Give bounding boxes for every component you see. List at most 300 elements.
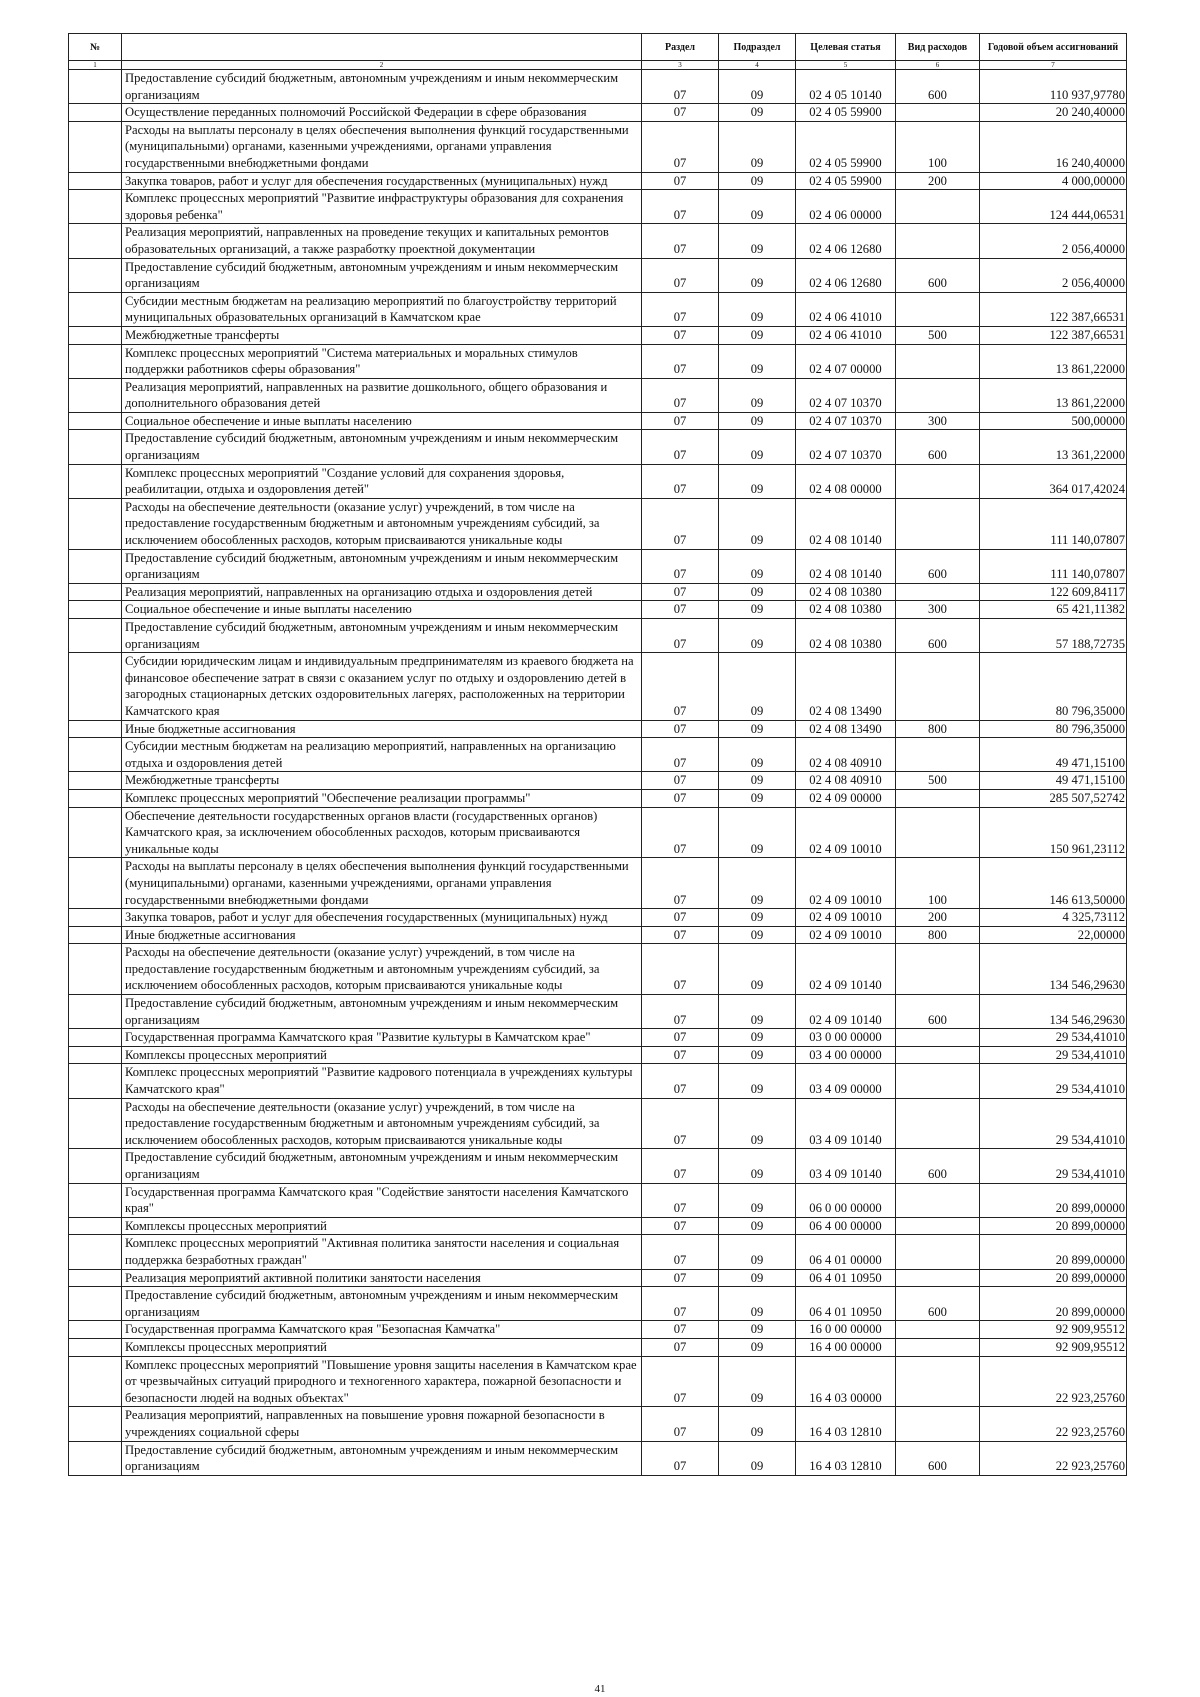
row-name: Государственная программа Камчатского края "Безопасная Камчатка" (122, 1321, 642, 1339)
header-number: 1 (69, 61, 122, 70)
table-body (69, 70, 1127, 1476)
row-exp-type (896, 224, 980, 258)
row-amount: 13 361,22000 (980, 430, 1127, 464)
row-name: Предоставление субсидий бюджетным, автономным учреждениям и иным некоммерческим организациям (122, 549, 642, 583)
row-section: 07 (642, 738, 719, 772)
row-target: 02 4 09 10010 (796, 807, 896, 858)
row-subsection: 09 (719, 738, 796, 772)
table-row (69, 224, 1127, 258)
row-exp-type: 100 (896, 121, 980, 172)
row-amount: 111 140,07807 (980, 549, 1127, 583)
table-row (69, 653, 1127, 720)
row-amount: 22 923,25760 (980, 1356, 1127, 1407)
table-row (69, 1046, 1127, 1064)
row-subsection: 09 (719, 1441, 796, 1475)
row-subsection: 09 (719, 858, 796, 909)
row-amount: 49 471,15100 (980, 772, 1127, 790)
table-row (69, 344, 1127, 378)
row-exp-type: 300 (896, 412, 980, 430)
table-row (69, 326, 1127, 344)
row-name: Комплекс процессных мероприятий "Система материальных и моральных стимулов поддержки работников сферы образования" (122, 344, 642, 378)
row-amount: 65 421,11382 (980, 601, 1127, 619)
row-exp-type (896, 1183, 980, 1217)
row-subsection: 09 (719, 772, 796, 790)
row-target: 16 4 03 12810 (796, 1441, 896, 1475)
row-number (69, 190, 122, 224)
row-exp-type: 300 (896, 601, 980, 619)
row-exp-type: 600 (896, 619, 980, 653)
row-amount: 29 534,41010 (980, 1046, 1127, 1064)
row-amount: 500,00000 (980, 412, 1127, 430)
row-section: 07 (642, 995, 719, 1029)
header-target: Целевая статья (796, 34, 896, 61)
row-subsection: 09 (719, 1029, 796, 1047)
row-section: 07 (642, 344, 719, 378)
row-name: Государственная программа Камчатского края "Содействие занятости населения Камчатского края" (122, 1183, 642, 1217)
table-row (69, 909, 1127, 927)
row-section: 07 (642, 601, 719, 619)
row-subsection: 09 (719, 619, 796, 653)
table-row (69, 104, 1127, 122)
row-number (69, 292, 122, 326)
row-exp-type (896, 944, 980, 995)
row-number (69, 995, 122, 1029)
row-section: 07 (642, 807, 719, 858)
table-header (69, 34, 1127, 70)
row-name: Расходы на обеспечение деятельности (оказание услуг) учреждений, в том числе на предоставление государственным бюджетным и автономным учреждениям субсидий, за исключением обособленных расходов, которым присваиваются уникальные коды (122, 498, 642, 549)
row-section: 07 (642, 909, 719, 927)
table-row (69, 378, 1127, 412)
row-subsection: 09 (719, 326, 796, 344)
row-name: Комплекс процессных мероприятий "Повышение уровня защиты населения в Камчатском крае от чрезвычайных ситуаций природного и техногенного характера, пожарной безопасности и безопасности людей на водных объектах" (122, 1356, 642, 1407)
row-number (69, 498, 122, 549)
table-row (69, 190, 1127, 224)
table-row (69, 172, 1127, 190)
row-exp-type: 500 (896, 772, 980, 790)
row-amount: 13 861,22000 (980, 378, 1127, 412)
row-exp-type (896, 1356, 980, 1407)
row-section: 07 (642, 858, 719, 909)
row-target: 03 4 09 10140 (796, 1098, 896, 1149)
row-amount: 2 056,40000 (980, 224, 1127, 258)
row-target: 02 4 08 40910 (796, 738, 896, 772)
row-section: 07 (642, 1287, 719, 1321)
row-target: 02 4 06 41010 (796, 292, 896, 326)
row-exp-type: 800 (896, 720, 980, 738)
row-subsection: 09 (719, 464, 796, 498)
row-target: 16 0 00 00000 (796, 1321, 896, 1339)
row-amount: 20 240,40000 (980, 104, 1127, 122)
row-subsection: 09 (719, 1098, 796, 1149)
table-row (69, 1269, 1127, 1287)
row-exp-type: 200 (896, 172, 980, 190)
row-amount: 122 387,66531 (980, 326, 1127, 344)
row-target: 02 4 07 10370 (796, 378, 896, 412)
row-name: Реализация мероприятий активной политики занятости населения (122, 1269, 642, 1287)
row-amount: 22 923,25760 (980, 1407, 1127, 1441)
row-subsection: 09 (719, 583, 796, 601)
row-section: 07 (642, 104, 719, 122)
row-subsection: 09 (719, 720, 796, 738)
row-exp-type (896, 1407, 980, 1441)
table-row (69, 549, 1127, 583)
row-number (69, 858, 122, 909)
row-exp-type (896, 738, 980, 772)
row-amount: 20 899,00000 (980, 1235, 1127, 1269)
row-section: 07 (642, 772, 719, 790)
row-target: 06 4 00 00000 (796, 1217, 896, 1235)
row-exp-type: 500 (896, 326, 980, 344)
table-row (69, 1338, 1127, 1356)
row-amount: 20 899,00000 (980, 1269, 1127, 1287)
row-subsection: 09 (719, 190, 796, 224)
table-row (69, 70, 1127, 104)
header-section: Раздел (642, 34, 719, 61)
row-name: Комплекс процессных мероприятий "Развитие кадрового потенциала в учреждениях культуры Камчатского края" (122, 1064, 642, 1098)
budget-table-page (68, 33, 1126, 1476)
row-amount: 150 961,23112 (980, 807, 1127, 858)
row-section: 07 (642, 944, 719, 995)
table-row (69, 1407, 1127, 1441)
row-target: 02 4 09 10140 (796, 944, 896, 995)
row-name: Комплекс процессных мероприятий "Развитие инфраструктуры образования для сохранения здоровья ребенка" (122, 190, 642, 224)
row-section: 07 (642, 1098, 719, 1149)
row-amount: 49 471,15100 (980, 738, 1127, 772)
row-name: Предоставление субсидий бюджетным, автономным учреждениям и иным некоммерческим организациям (122, 1149, 642, 1183)
row-amount: 80 796,35000 (980, 720, 1127, 738)
table-row (69, 1064, 1127, 1098)
row-name: Расходы на выплаты персоналу в целях обеспечения выполнения функций государственными (муниципальными) органами, казенными учреждениями, органами управления государственными внебюджетными фондами (122, 121, 642, 172)
header-name (122, 34, 642, 61)
row-target: 02 4 06 12680 (796, 258, 896, 292)
table-row (69, 498, 1127, 549)
row-number (69, 430, 122, 464)
row-amount: 124 444,06531 (980, 190, 1127, 224)
row-exp-type: 600 (896, 430, 980, 464)
row-number (69, 1356, 122, 1407)
row-subsection: 09 (719, 1217, 796, 1235)
row-target: 02 4 07 00000 (796, 344, 896, 378)
row-section: 07 (642, 190, 719, 224)
row-section: 07 (642, 1338, 719, 1356)
row-name: Закупка товаров, работ и услуг для обеспечения государственных (муниципальных) нужд (122, 909, 642, 927)
row-section: 07 (642, 720, 719, 738)
row-amount: 134 546,29630 (980, 944, 1127, 995)
row-name: Реализация мероприятий, направленных на развитие дошкольного, общего образования и дополнительного образования детей (122, 378, 642, 412)
row-section: 07 (642, 292, 719, 326)
row-target: 02 4 09 10010 (796, 858, 896, 909)
row-name: Межбюджетные трансферты (122, 772, 642, 790)
row-exp-type (896, 344, 980, 378)
row-amount: 22,00000 (980, 926, 1127, 944)
row-amount: 22 923,25760 (980, 1441, 1127, 1475)
table-row (69, 1235, 1127, 1269)
header-no: № (69, 34, 122, 61)
row-exp-type: 600 (896, 549, 980, 583)
row-subsection: 09 (719, 292, 796, 326)
row-exp-type (896, 1029, 980, 1047)
row-section: 07 (642, 430, 719, 464)
row-name: Иные бюджетные ассигнования (122, 720, 642, 738)
row-target: 02 4 09 10010 (796, 926, 896, 944)
row-subsection: 09 (719, 1356, 796, 1407)
row-exp-type (896, 1046, 980, 1064)
row-name: Субсидии местным бюджетам на реализацию мероприятий, направленных на организацию отдыха и оздоровления детей (122, 738, 642, 772)
table-row (69, 738, 1127, 772)
row-name: Предоставление субсидий бюджетным, автономным учреждениям и иным некоммерческим организациям (122, 1441, 642, 1475)
row-subsection: 09 (719, 121, 796, 172)
table-row (69, 926, 1127, 944)
row-subsection: 09 (719, 172, 796, 190)
row-name: Комплексы процессных мероприятий (122, 1338, 642, 1356)
row-number (69, 1098, 122, 1149)
row-amount: 92 909,95512 (980, 1321, 1127, 1339)
row-subsection: 09 (719, 70, 796, 104)
row-amount: 20 899,00000 (980, 1217, 1127, 1235)
row-number (69, 619, 122, 653)
row-name: Субсидии юридическим лицам и индивидуальным предпринимателям из краевого бюджета на финансовое обеспечение затрат в связи с оказанием услуг по отдыху и оздоровлению детей в загородных стационарных детских оздоровительных лагерях, расположенных на территории Камчатского края (122, 653, 642, 720)
row-target: 02 4 09 00000 (796, 789, 896, 807)
row-section: 07 (642, 172, 719, 190)
row-amount: 13 861,22000 (980, 344, 1127, 378)
row-section: 07 (642, 121, 719, 172)
row-exp-type (896, 1269, 980, 1287)
row-target: 02 4 06 41010 (796, 326, 896, 344)
row-target: 16 4 00 00000 (796, 1338, 896, 1356)
row-number (69, 412, 122, 430)
row-section: 07 (642, 1356, 719, 1407)
row-exp-type: 600 (896, 1287, 980, 1321)
row-subsection: 09 (719, 1338, 796, 1356)
row-exp-type (896, 190, 980, 224)
row-target: 06 0 00 00000 (796, 1183, 896, 1217)
row-section: 07 (642, 789, 719, 807)
row-name: Комплекс процессных мероприятий "Создание условий для сохранения здоровья, реабилитации, отдыха и оздоровления детей" (122, 464, 642, 498)
row-number (69, 1269, 122, 1287)
table-row (69, 1029, 1127, 1047)
row-target: 02 4 08 10140 (796, 498, 896, 549)
row-amount: 122 387,66531 (980, 292, 1127, 326)
table-row (69, 1321, 1127, 1339)
row-target: 02 4 06 12680 (796, 224, 896, 258)
table-row (69, 1183, 1127, 1217)
row-name: Предоставление субсидий бюджетным, автономным учреждениям и иным некоммерческим организациям (122, 70, 642, 104)
row-number (69, 549, 122, 583)
row-exp-type (896, 1235, 980, 1269)
row-target: 02 4 08 13490 (796, 653, 896, 720)
row-amount: 122 609,84117 (980, 583, 1127, 601)
row-section: 07 (642, 1441, 719, 1475)
row-name: Реализация мероприятий, направленных на проведение текущих и капитальных ремонтов образовательных организаций, а также разработку проектной документации (122, 224, 642, 258)
row-number (69, 772, 122, 790)
row-subsection: 09 (719, 909, 796, 927)
row-name: Иные бюджетные ассигнования (122, 926, 642, 944)
row-number (69, 224, 122, 258)
row-target: 03 0 00 00000 (796, 1029, 896, 1047)
row-number (69, 172, 122, 190)
row-number (69, 1321, 122, 1339)
row-target: 02 4 05 59900 (796, 104, 896, 122)
row-target: 03 4 09 10140 (796, 1149, 896, 1183)
row-amount: 146 613,50000 (980, 858, 1127, 909)
row-name: Комплекс процессных мероприятий "Активная политика занятости населения и социальная поддержка безработных граждан" (122, 1235, 642, 1269)
table-row (69, 1287, 1127, 1321)
row-target: 02 4 08 10380 (796, 583, 896, 601)
row-target: 02 4 07 10370 (796, 430, 896, 464)
row-number (69, 653, 122, 720)
row-amount: 16 240,40000 (980, 121, 1127, 172)
table-row (69, 1356, 1127, 1407)
table-row (69, 412, 1127, 430)
table-row (69, 995, 1127, 1029)
row-subsection: 09 (719, 1046, 796, 1064)
row-exp-type (896, 653, 980, 720)
row-target: 16 4 03 00000 (796, 1356, 896, 1407)
table-row (69, 601, 1127, 619)
row-subsection: 09 (719, 430, 796, 464)
row-number (69, 1287, 122, 1321)
row-name: Расходы на обеспечение деятельности (оказание услуг) учреждений, в том числе на предоставление государственным бюджетным и автономным учреждениям субсидий, за исключением обособленных расходов, которым присваиваются уникальные коды (122, 944, 642, 995)
header-numbers-row (69, 61, 1127, 70)
row-subsection: 09 (719, 807, 796, 858)
row-number (69, 1441, 122, 1475)
table-row (69, 430, 1127, 464)
row-section: 07 (642, 1149, 719, 1183)
row-number (69, 258, 122, 292)
row-subsection: 09 (719, 944, 796, 995)
header-exp-type: Вид расходов (896, 34, 980, 61)
row-number (69, 378, 122, 412)
row-section: 07 (642, 1235, 719, 1269)
row-section: 07 (642, 70, 719, 104)
row-target: 02 4 08 10140 (796, 549, 896, 583)
row-exp-type (896, 378, 980, 412)
row-target: 02 4 09 10010 (796, 909, 896, 927)
row-target: 03 4 09 00000 (796, 1064, 896, 1098)
table-row (69, 292, 1127, 326)
header-number: 4 (719, 61, 796, 70)
budget-table (68, 33, 1127, 1476)
row-amount: 2 056,40000 (980, 258, 1127, 292)
table-row (69, 583, 1127, 601)
row-section: 07 (642, 1217, 719, 1235)
row-exp-type (896, 1064, 980, 1098)
row-number (69, 926, 122, 944)
row-name: Расходы на обеспечение деятельности (оказание услуг) учреждений, в том числе на предоставление государственным бюджетным и автономным учреждениям субсидий, за исключением обособленных расходов, которым присваиваются уникальные коды (122, 1098, 642, 1149)
row-name: Комплексы процессных мероприятий (122, 1046, 642, 1064)
row-subsection: 09 (719, 1287, 796, 1321)
header-amount: Годовой объем ассигнований (980, 34, 1127, 61)
table-row (69, 619, 1127, 653)
row-name: Межбюджетные трансферты (122, 326, 642, 344)
header-number: 6 (896, 61, 980, 70)
row-number (69, 583, 122, 601)
row-amount: 111 140,07807 (980, 498, 1127, 549)
row-amount: 92 909,95512 (980, 1338, 1127, 1356)
row-target: 02 4 08 00000 (796, 464, 896, 498)
row-exp-type: 600 (896, 1441, 980, 1475)
row-exp-type (896, 789, 980, 807)
row-number (69, 1149, 122, 1183)
row-number (69, 601, 122, 619)
row-subsection: 09 (719, 1235, 796, 1269)
row-amount: 4 325,73112 (980, 909, 1127, 927)
row-name: Реализация мероприятий, направленных на повышение уровня пожарной безопасности в учреждениях социальной сферы (122, 1407, 642, 1441)
row-target: 02 4 08 10380 (796, 619, 896, 653)
row-exp-type: 200 (896, 909, 980, 927)
row-amount: 29 534,41010 (980, 1029, 1127, 1047)
row-name: Государственная программа Камчатского края "Развитие культуры в Камчатском крае" (122, 1029, 642, 1047)
row-amount: 57 188,72735 (980, 619, 1127, 653)
row-number (69, 720, 122, 738)
row-target: 02 4 08 10380 (796, 601, 896, 619)
row-number (69, 121, 122, 172)
row-subsection: 09 (719, 378, 796, 412)
row-subsection: 09 (719, 344, 796, 378)
row-subsection: 09 (719, 412, 796, 430)
row-subsection: 09 (719, 789, 796, 807)
row-amount: 29 534,41010 (980, 1064, 1127, 1098)
table-row (69, 772, 1127, 790)
row-target: 02 4 06 00000 (796, 190, 896, 224)
table-row (69, 121, 1127, 172)
row-name: Предоставление субсидий бюджетным, автономным учреждениям и иным некоммерческим организациям (122, 619, 642, 653)
row-amount: 285 507,52742 (980, 789, 1127, 807)
row-name: Предоставление субсидий бюджетным, автономным учреждениям и иным некоммерческим организациям (122, 995, 642, 1029)
row-section: 07 (642, 619, 719, 653)
row-number (69, 1046, 122, 1064)
row-number (69, 807, 122, 858)
row-number (69, 1064, 122, 1098)
row-number (69, 104, 122, 122)
row-name: Комплекс процессных мероприятий "Обеспечение реализации программы" (122, 789, 642, 807)
row-subsection: 09 (719, 549, 796, 583)
row-section: 07 (642, 464, 719, 498)
row-name: Осуществление переданных полномочий Российской Федерации в сфере образования (122, 104, 642, 122)
row-exp-type (896, 1217, 980, 1235)
row-target: 06 4 01 10950 (796, 1269, 896, 1287)
row-number (69, 1338, 122, 1356)
table-row (69, 789, 1127, 807)
row-subsection: 09 (719, 258, 796, 292)
row-number (69, 789, 122, 807)
row-amount: 134 546,29630 (980, 995, 1127, 1029)
row-subsection: 09 (719, 601, 796, 619)
row-exp-type (896, 464, 980, 498)
row-amount: 80 796,35000 (980, 653, 1127, 720)
row-section: 07 (642, 1029, 719, 1047)
row-target: 03 4 00 00000 (796, 1046, 896, 1064)
row-amount: 364 017,42024 (980, 464, 1127, 498)
row-target: 02 4 09 10140 (796, 995, 896, 1029)
row-subsection: 09 (719, 1407, 796, 1441)
row-target: 02 4 07 10370 (796, 412, 896, 430)
row-section: 07 (642, 1046, 719, 1064)
row-number (69, 1217, 122, 1235)
row-section: 07 (642, 1183, 719, 1217)
row-exp-type (896, 1098, 980, 1149)
row-exp-type (896, 104, 980, 122)
row-subsection: 09 (719, 1064, 796, 1098)
row-name: Расходы на выплаты персоналу в целях обеспечения выполнения функций государственными (муниципальными) органами, казенными учреждениями, органами управления государственными внебюджетными фондами (122, 858, 642, 909)
row-exp-type (896, 292, 980, 326)
row-target: 02 4 05 59900 (796, 172, 896, 190)
row-amount: 29 534,41010 (980, 1098, 1127, 1149)
row-section: 07 (642, 326, 719, 344)
row-section: 07 (642, 549, 719, 583)
header-number: 7 (980, 61, 1127, 70)
row-section: 07 (642, 926, 719, 944)
